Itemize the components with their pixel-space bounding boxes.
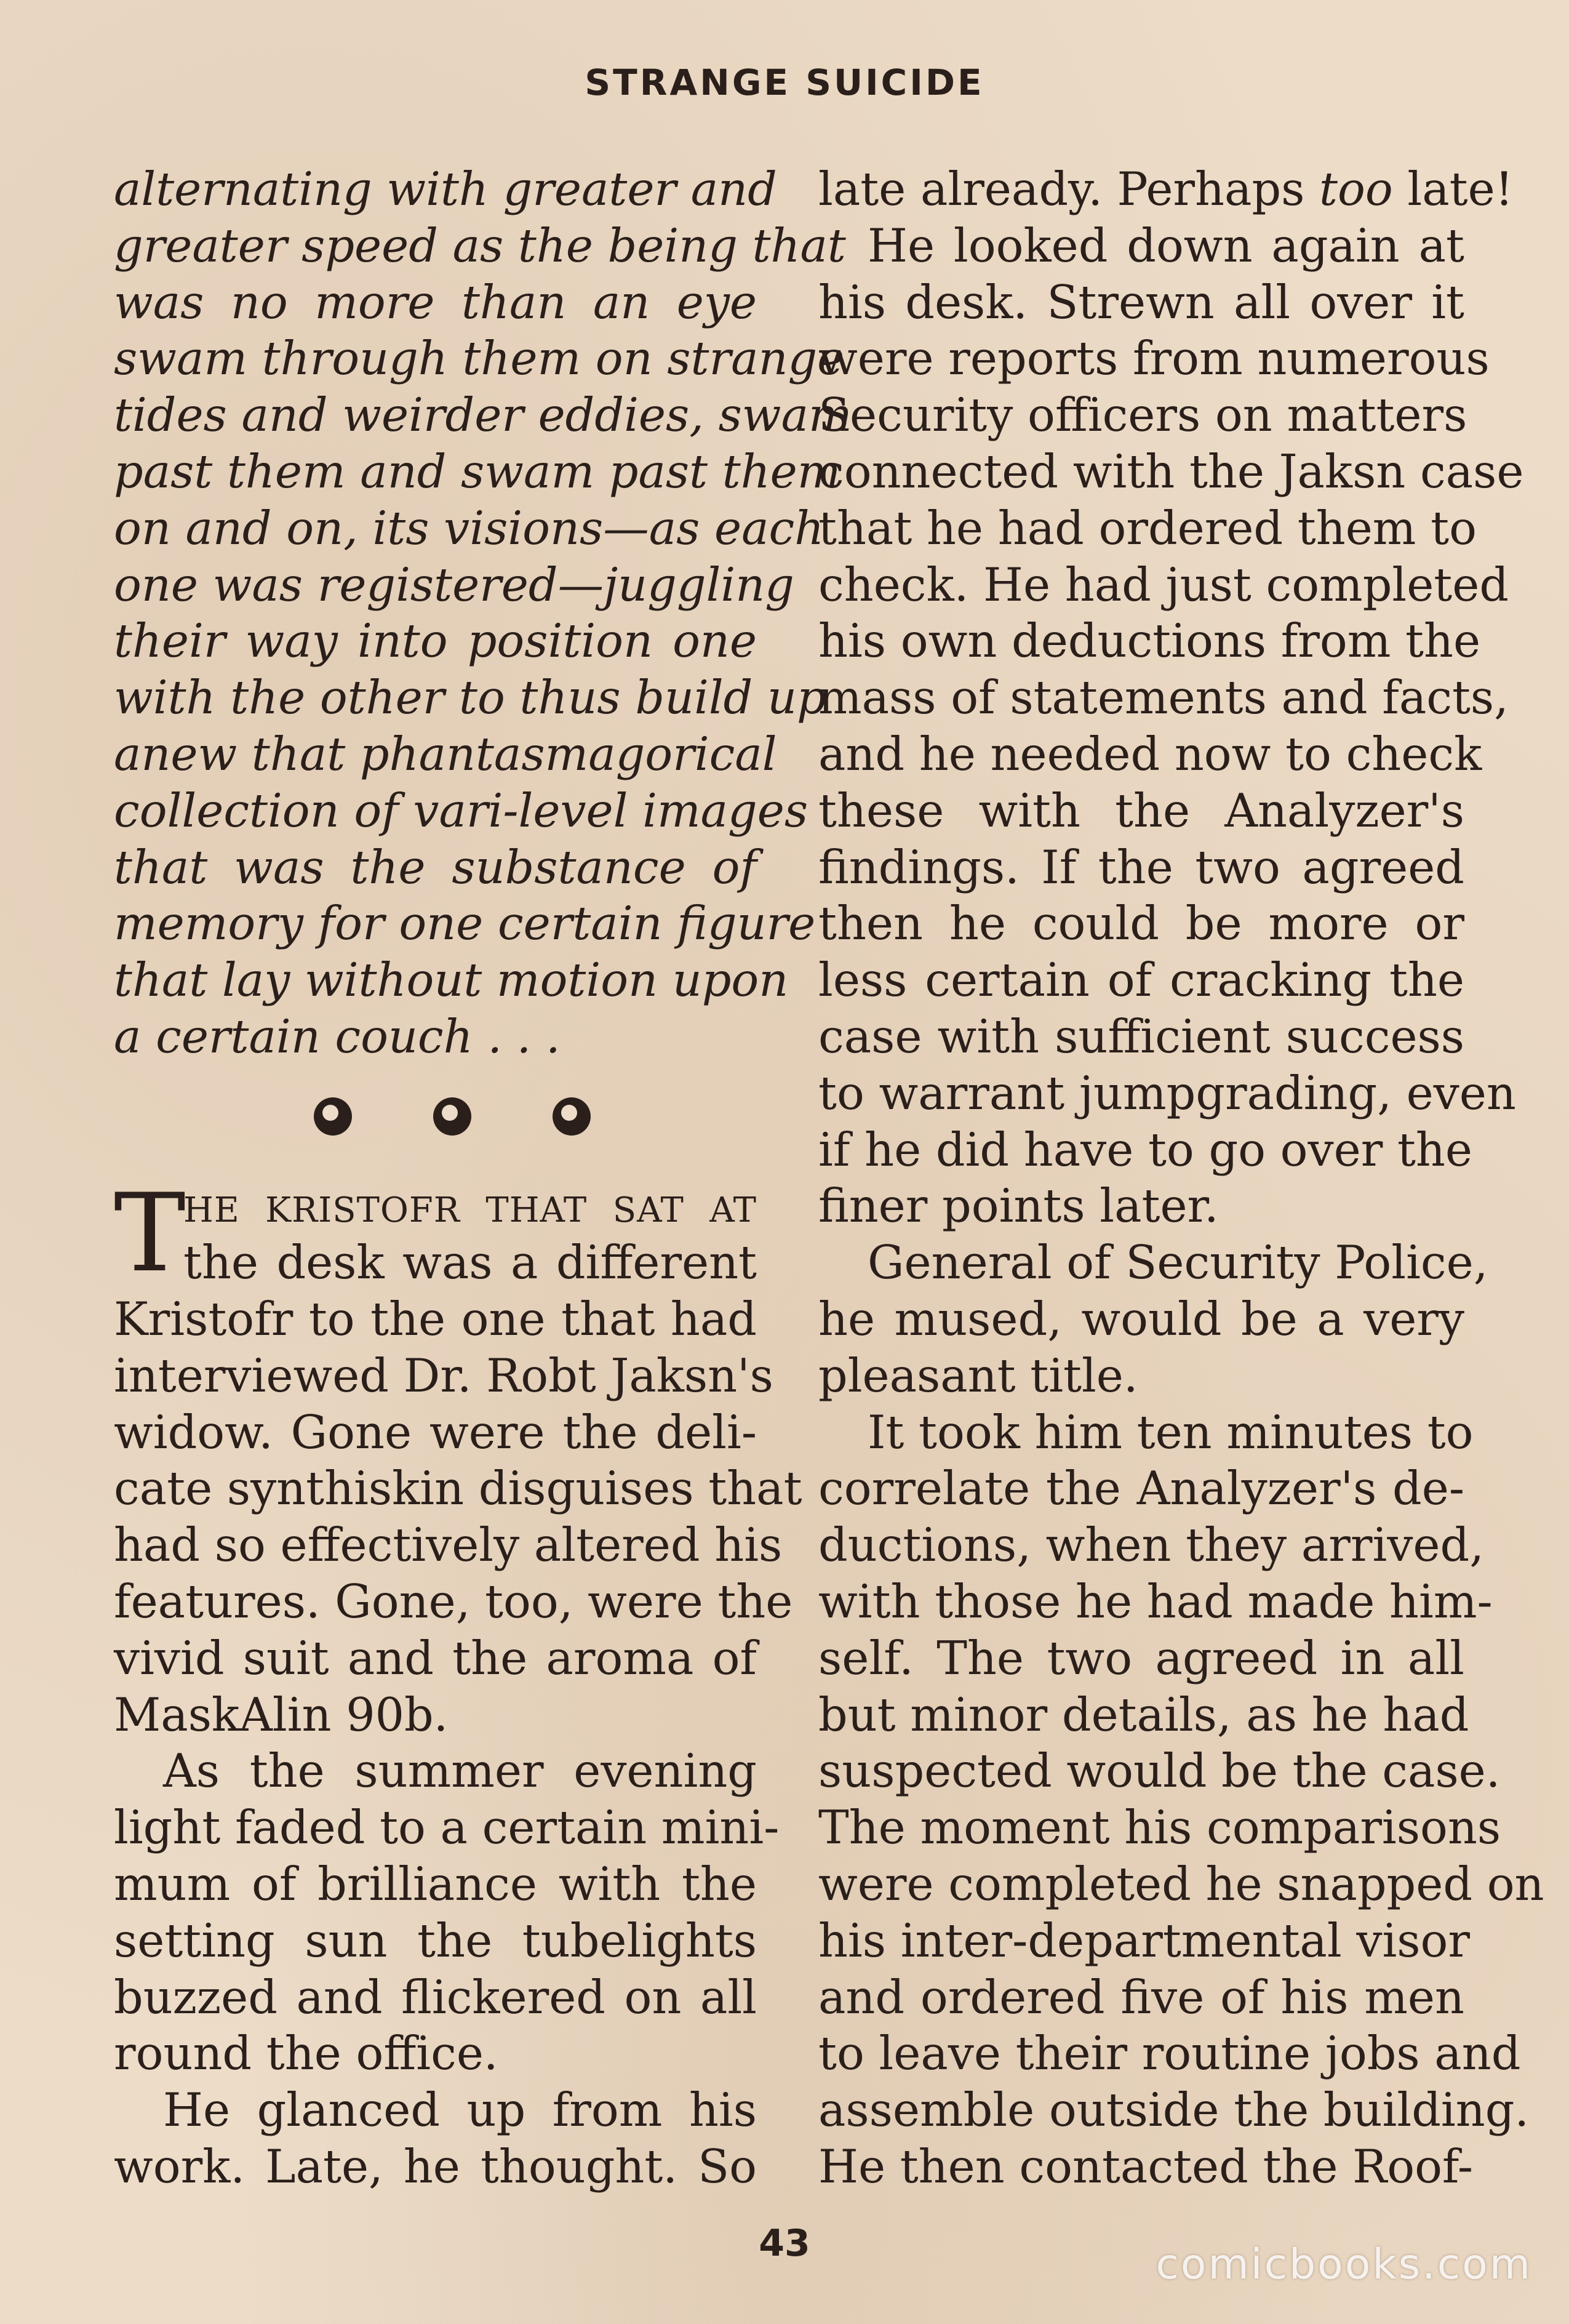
paragraph-2 [818, 1235, 1488, 1404]
text-line: with those he had made him- [818, 1574, 1493, 1629]
text-line: one was registered—juggling [114, 558, 794, 612]
text-line: setting sun the tubelights [114, 1913, 757, 1968]
text-line: Kristofr to the one that had [114, 1292, 757, 1346]
text-line: that he had ordered them to [818, 501, 1477, 555]
text-line: was no more than an eye [114, 275, 757, 329]
paragraph-2 [114, 1743, 780, 2082]
text-line: self. The two agreed in all [818, 1631, 1464, 1685]
text-line: the desk was a different [183, 1236, 757, 1290]
ornament-dot-icon [314, 1097, 352, 1136]
text-line: As the summer evening [163, 1744, 757, 1798]
text-line: but minor details, as he had [818, 1688, 1469, 1742]
paragraph-1 [114, 1235, 802, 1743]
text-line: their way into position one [114, 614, 757, 668]
opening-line: late already. Perhaps too late! [818, 162, 1514, 216]
text-line: assemble outside the building. [818, 2083, 1530, 2138]
paragraph-1 [818, 218, 1524, 1235]
text-line: his desk. Strewn all over it [818, 275, 1464, 329]
text-line: and ordered five of his men [818, 1970, 1464, 2024]
text-line: with the other to thus build up [114, 671, 826, 725]
text-line: cate synthiskin disguises that [114, 1462, 802, 1516]
text-line: past them and swam past them [114, 444, 841, 499]
text-line: greater speed as the being that [114, 218, 846, 273]
running-head: STRANGE SUICIDE [585, 62, 984, 103]
text-line: pleasant title. [818, 1348, 1138, 1403]
text-line: mum of brilliance with the [114, 1857, 757, 1911]
left-column [114, 161, 852, 2195]
text-line: were completed he snapped on [818, 1857, 1544, 1911]
text-line: widow. Gone were the deli- [114, 1405, 757, 1459]
right-column [818, 161, 1544, 2195]
text-line: had so effectively altered his [114, 1518, 783, 1573]
text-line: less certain of cracking the [818, 953, 1464, 1008]
text-line: were reports from numerous [818, 332, 1490, 386]
text-line: if he did have to go over the [818, 1123, 1473, 1177]
text-line: memory for one certain figure [114, 897, 816, 951]
text-line: buzzed and flickered on all [114, 1970, 757, 2024]
text-line: interviewed Dr. Robt Jaksn's [114, 1348, 773, 1403]
text-line: correlate the Analyzer's de- [818, 1462, 1464, 1516]
section-break-ornament [314, 1097, 591, 1136]
text-line: a certain couch . . . [114, 1009, 561, 1064]
text-line: He looked down again at [868, 218, 1464, 273]
text-line: anew that phantasmagorical [114, 727, 777, 781]
text-line: on and on, its visions—as each [114, 501, 824, 555]
text-line: work. Late, he thought. So [114, 2139, 757, 2194]
text-line: then he could be more or [818, 897, 1464, 951]
text-line: these with the Analyzer's [818, 783, 1464, 838]
text-line: that was the substance of [114, 840, 757, 894]
text-line: General of Security Police, [868, 1236, 1488, 1290]
text-line: He then contacted the Roof- [818, 2139, 1474, 2194]
text-line: round the office. [114, 2027, 498, 2081]
text-line: He glanced up from his [163, 2083, 757, 2138]
ornament-dot-icon [553, 1097, 591, 1136]
text-line: ductions, when they arrived, [818, 1518, 1484, 1573]
text-line: It took him ten minutes to [868, 1405, 1474, 1459]
text-line: features. Gone, too, were the [114, 1574, 793, 1629]
ornament-dot-icon [433, 1097, 471, 1136]
text-line: his inter-departmental visor [818, 1913, 1470, 1968]
text-line: that lay without motion upon [114, 953, 789, 1008]
text-line: to warrant jumpgrading, even [818, 1066, 1516, 1120]
site-watermark: comicbooks.com [1156, 2240, 1532, 2289]
paragraph-3 [114, 2082, 757, 2195]
text-line: finer points later. [818, 1179, 1219, 1233]
text-line: collection of vari-level images [114, 783, 808, 838]
text-line: his own deductions from the [818, 614, 1481, 668]
text-line: check. He had just completed [818, 558, 1509, 612]
text-line: connected with the Jaksn case [818, 444, 1524, 499]
text-line: case with sufficient success [818, 1009, 1464, 1064]
text-line: light faded to a certain mini- [114, 1801, 780, 1855]
text-line: MaskAlin 90b. [114, 1688, 449, 1742]
smallcaps-opening: HE KRISTOFR THAT SAT AT [183, 1190, 757, 1231]
drop-cap: T [114, 1171, 186, 1296]
text-line: tides and weirder eddies, swam [114, 388, 852, 443]
text-line: findings. If the two agreed [818, 840, 1464, 894]
text-line: The moment his comparisons [818, 1801, 1501, 1855]
text-line: swam through them on strange [114, 332, 845, 386]
page-number: 43 [759, 2222, 810, 2265]
text-line: he mused, would be a very [818, 1292, 1464, 1346]
text-line: and he needed now to check [818, 727, 1482, 781]
text-line: mass of statements and facts, [818, 671, 1509, 725]
paragraph-3 [818, 1404, 1544, 2195]
text-line: to leave their routine jobs and [818, 2027, 1521, 2081]
text-line: Security officers on matters [818, 388, 1467, 443]
text-line: suspected would be the case. [818, 1744, 1501, 1798]
italic-passage [114, 161, 852, 1065]
text-line: vivid suit and the aroma of [114, 1631, 757, 1685]
text-line: alternating with greater and [114, 162, 777, 216]
